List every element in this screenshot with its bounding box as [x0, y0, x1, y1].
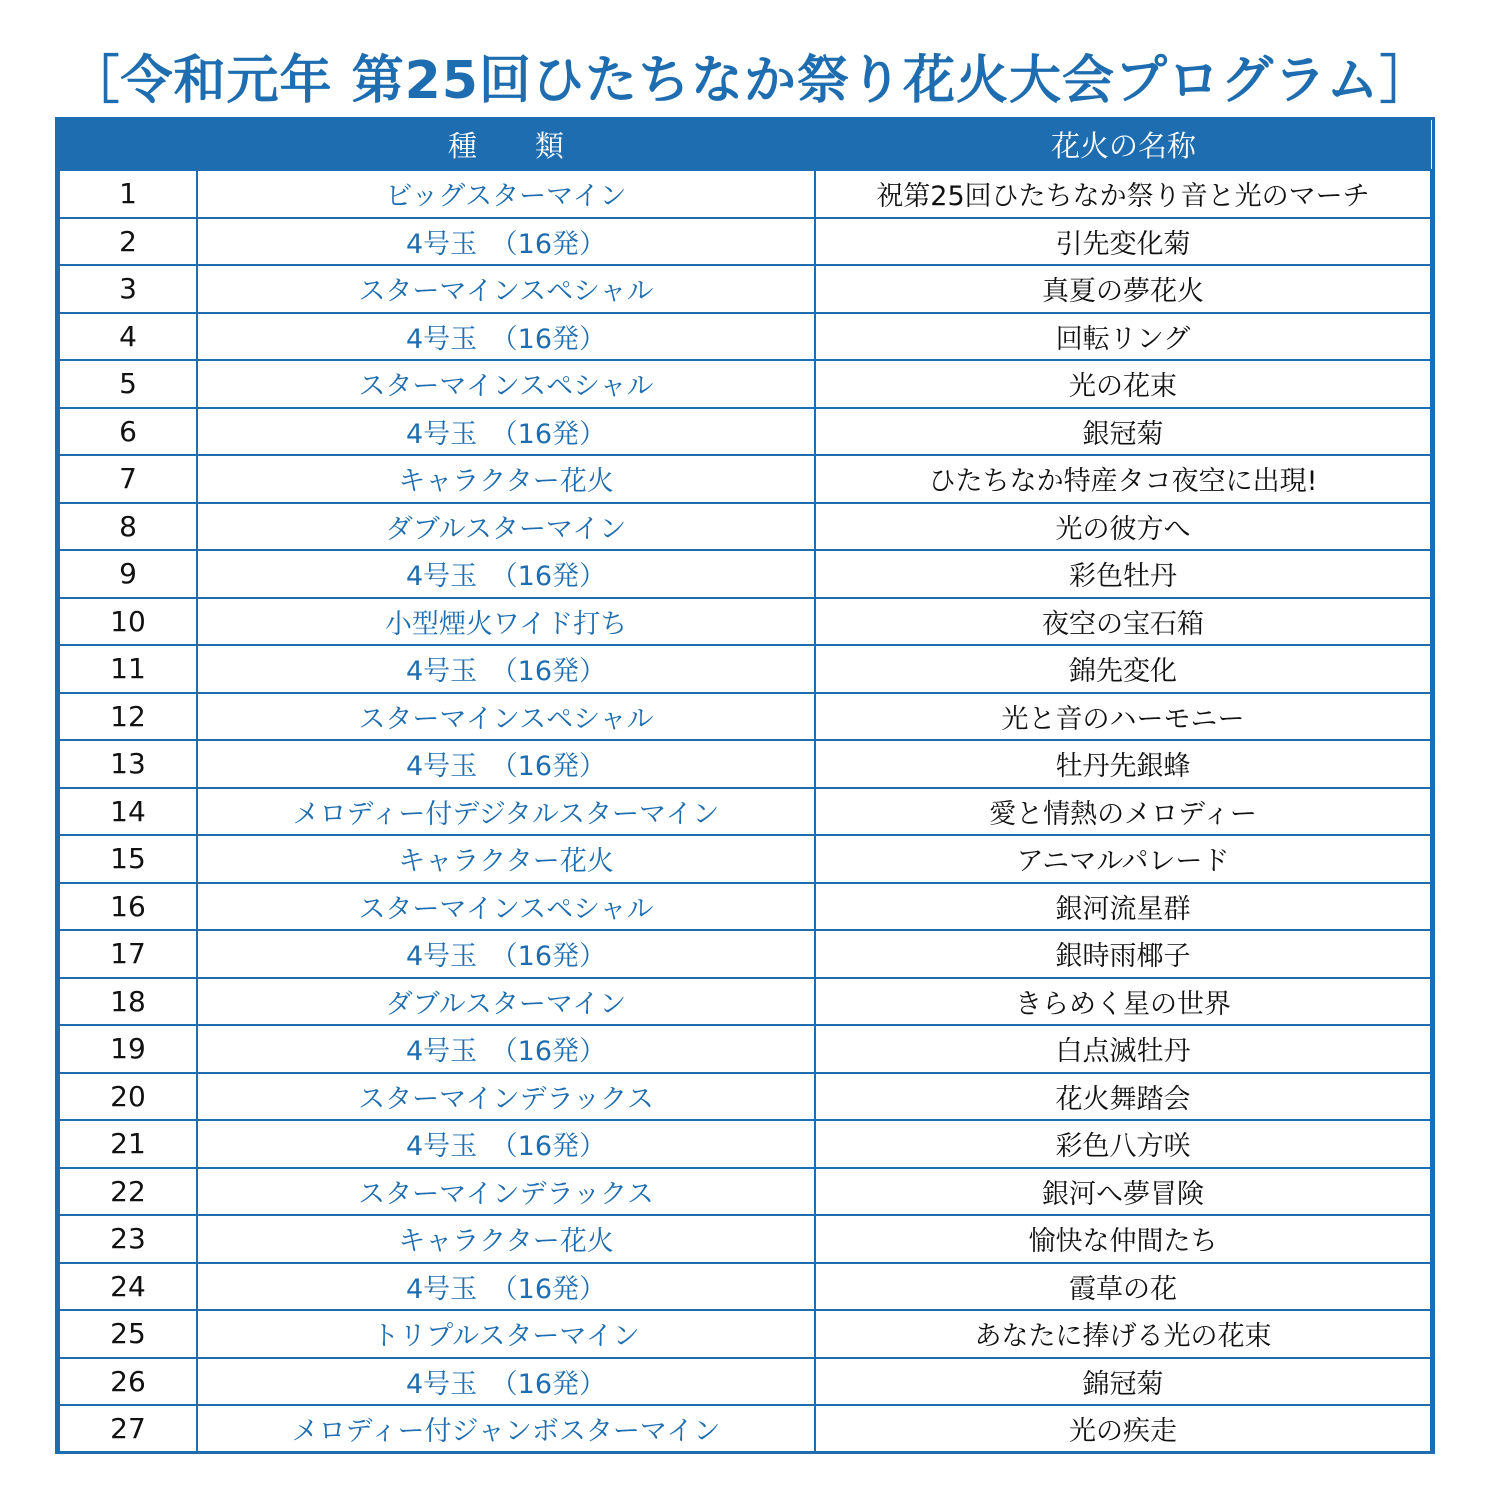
- firework-type: 小型煙火ワイド打ち: [197, 598, 815, 646]
- table-row: [59, 360, 1431, 408]
- firework-type: スターマインスペシャル: [197, 883, 815, 931]
- row-number: 16: [59, 883, 197, 931]
- firework-type: メロディー付ジャンボスターマイン: [197, 1405, 815, 1453]
- row-number: 7: [59, 455, 197, 503]
- firework-name: 真夏の夢花火: [815, 265, 1431, 313]
- column-header-name: 花火の名称: [815, 120, 1431, 170]
- table-row: [59, 693, 1431, 741]
- table-row: [59, 1310, 1431, 1358]
- row-number: 5: [59, 360, 197, 408]
- table-row: [59, 408, 1431, 456]
- row-number: 20: [59, 1073, 197, 1121]
- row-number: 1: [59, 170, 197, 218]
- firework-type: 4号玉 （16発）: [197, 1025, 815, 1073]
- firework-type: キャラクター花火: [197, 455, 815, 503]
- program-table-container: [55, 117, 1435, 1454]
- row-number: 23: [59, 1215, 197, 1263]
- row-number: 26: [59, 1358, 197, 1406]
- table-row: [59, 550, 1431, 598]
- firework-type: キャラクター花火: [197, 835, 815, 883]
- firework-name: 霞草の花: [815, 1263, 1431, 1311]
- firework-type: 4号玉 （16発）: [197, 313, 815, 361]
- row-number: 9: [59, 550, 197, 598]
- firework-name: 銀冠菊: [815, 408, 1431, 456]
- firework-type: スターマインデラックス: [197, 1168, 815, 1216]
- table-header-row: [59, 120, 1431, 170]
- table-row: [59, 645, 1431, 693]
- firework-type: スターマインスペシャル: [197, 360, 815, 408]
- firework-name: 夜空の宝石箱: [815, 598, 1431, 646]
- row-number: 25: [59, 1310, 197, 1358]
- firework-type: スターマインデラックス: [197, 1073, 815, 1121]
- firework-type: スターマインスペシャル: [197, 265, 815, 313]
- firework-name: きらめく星の世界: [815, 978, 1431, 1026]
- table-row: [59, 1168, 1431, 1216]
- table-body: [59, 170, 1431, 1453]
- firework-type: 4号玉 （16発）: [197, 740, 815, 788]
- table-row: [59, 313, 1431, 361]
- row-number: 27: [59, 1405, 197, 1453]
- column-header-type: 種 類: [197, 120, 815, 170]
- firework-name: 光の彼方へ: [815, 503, 1431, 551]
- firework-name: 回転リング: [815, 313, 1431, 361]
- table-row: [59, 1215, 1431, 1263]
- row-number: 4: [59, 313, 197, 361]
- row-number: 17: [59, 930, 197, 978]
- table-row: [59, 740, 1431, 788]
- firework-name: 彩色牡丹: [815, 550, 1431, 598]
- row-number: 12: [59, 693, 197, 741]
- program-table: [58, 120, 1432, 1454]
- firework-name: 光の花束: [815, 360, 1431, 408]
- row-number: 2: [59, 218, 197, 266]
- firework-name: 愉快な仲間たち: [815, 1215, 1431, 1263]
- table-row: [59, 1263, 1431, 1311]
- table-row: [59, 1358, 1431, 1406]
- row-number: 14: [59, 788, 197, 836]
- firework-name: 牡丹先銀蜂: [815, 740, 1431, 788]
- firework-type: 4号玉 （16発）: [197, 218, 815, 266]
- row-number: 19: [59, 1025, 197, 1073]
- firework-type: ダブルスターマイン: [197, 503, 815, 551]
- firework-name: 引先変化菊: [815, 218, 1431, 266]
- firework-type: スターマインスペシャル: [197, 693, 815, 741]
- firework-name: 花火舞踏会: [815, 1073, 1431, 1121]
- firework-type: ダブルスターマイン: [197, 978, 815, 1026]
- table-row: [59, 503, 1431, 551]
- firework-type: 4号玉 （16発）: [197, 1120, 815, 1168]
- firework-name: 錦先変化: [815, 645, 1431, 693]
- firework-type: 4号玉 （16発）: [197, 1358, 815, 1406]
- column-header-number: [59, 120, 197, 170]
- row-number: 24: [59, 1263, 197, 1311]
- table-row: [59, 1073, 1431, 1121]
- firework-name: 光と音のハーモニー: [815, 693, 1431, 741]
- page-title: ［令和元年 第25回ひたちなか祭り花火大会プログラム］: [67, 51, 1433, 111]
- row-number: 18: [59, 978, 197, 1026]
- table-row: [59, 1025, 1431, 1073]
- table-row: [59, 930, 1431, 978]
- firework-type: 4号玉 （16発）: [197, 1263, 815, 1311]
- firework-name: あなたに捧げる光の花束: [815, 1310, 1431, 1358]
- table-row: [59, 598, 1431, 646]
- firework-type: ビッグスターマイン: [197, 170, 815, 218]
- row-number: 3: [59, 265, 197, 313]
- firework-name: 彩色八方咲: [815, 1120, 1431, 1168]
- row-number: 11: [59, 645, 197, 693]
- firework-name: 銀河へ夢冒険: [815, 1168, 1431, 1216]
- firework-type: トリプルスターマイン: [197, 1310, 815, 1358]
- row-number: 8: [59, 503, 197, 551]
- firework-name: 祝第25回ひたちなか祭り音と光のマーチ: [815, 170, 1431, 218]
- row-number: 21: [59, 1120, 197, 1168]
- firework-type: 4号玉 （16発）: [197, 550, 815, 598]
- table-row: [59, 1120, 1431, 1168]
- row-number: 22: [59, 1168, 197, 1216]
- table-row: [59, 883, 1431, 931]
- table-row: [59, 265, 1431, 313]
- firework-type: 4号玉 （16発）: [197, 930, 815, 978]
- firework-name: 銀時雨椰子: [815, 930, 1431, 978]
- table-row: [59, 788, 1431, 836]
- row-number: 10: [59, 598, 197, 646]
- firework-name: 愛と情熱のメロディー: [815, 788, 1431, 836]
- firework-name: 白点滅牡丹: [815, 1025, 1431, 1073]
- firework-name: ひたちなか特産タコ夜空に出現!: [815, 455, 1431, 503]
- table-row: [59, 218, 1431, 266]
- firework-type: キャラクター花火: [197, 1215, 815, 1263]
- firework-type: メロディー付デジタルスターマイン: [197, 788, 815, 836]
- firework-name: 銀河流星群: [815, 883, 1431, 931]
- table-row: [59, 1405, 1431, 1453]
- firework-name: 錦冠菊: [815, 1358, 1431, 1406]
- firework-type: 4号玉 （16発）: [197, 408, 815, 456]
- firework-type: 4号玉 （16発）: [197, 645, 815, 693]
- row-number: 15: [59, 835, 197, 883]
- table-row: [59, 170, 1431, 218]
- table-row: [59, 835, 1431, 883]
- firework-name: 光の疾走: [815, 1405, 1431, 1453]
- row-number: 6: [59, 408, 197, 456]
- row-number: 13: [59, 740, 197, 788]
- table-row: [59, 978, 1431, 1026]
- table-row: [59, 455, 1431, 503]
- firework-name: アニマルパレード: [815, 835, 1431, 883]
